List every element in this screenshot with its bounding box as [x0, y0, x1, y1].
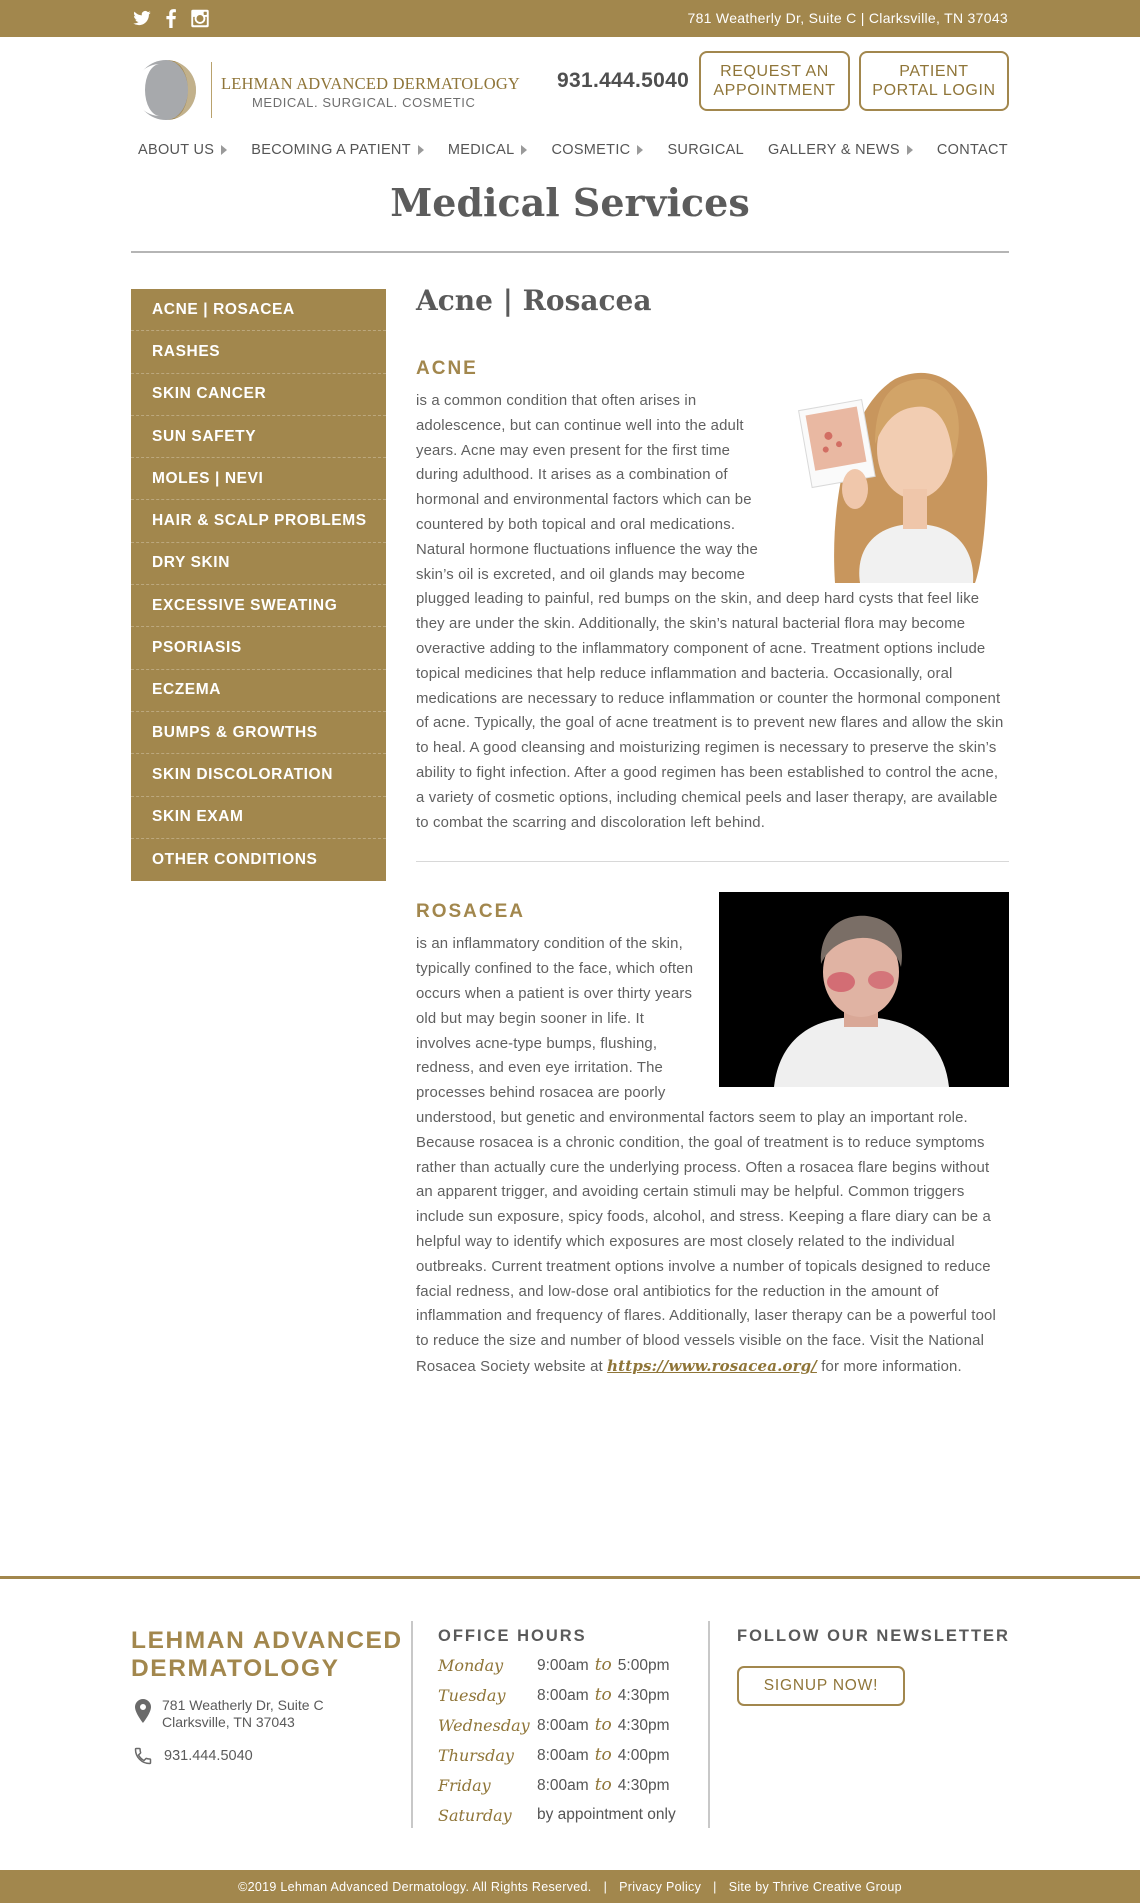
- sidebar-item-skin-cancer[interactable]: SKIN CANCER: [131, 374, 386, 416]
- hours-to: to: [594, 1745, 612, 1765]
- copyright-text: ©2019 Lehman Advanced Dermatology. All Rights Reserved.: [238, 1879, 592, 1894]
- newsletter-signup-button[interactable]: SIGNUP NOW!: [737, 1666, 905, 1706]
- hours-open: 8:00am: [537, 1717, 589, 1734]
- separator: |: [713, 1879, 717, 1894]
- caret-right-icon: [221, 145, 227, 155]
- sidebar-item-sun-safety[interactable]: SUN SAFETY: [131, 416, 386, 458]
- hours-close: 4:30pm: [617, 1777, 670, 1794]
- sidebar-item-rashes[interactable]: RASHES: [131, 331, 386, 373]
- hours-row: [438, 1680, 676, 1710]
- main-content: [416, 280, 1009, 1380]
- map-pin-icon: [134, 1699, 152, 1723]
- nav-cosmetic[interactable]: [551, 142, 643, 158]
- sidebar-item-skin-exam[interactable]: SKIN EXAM: [131, 797, 386, 839]
- instagram-icon[interactable]: [190, 9, 210, 28]
- footer-brand-line1: LEHMAN ADVANCED: [131, 1627, 403, 1654]
- nav-becoming-a-patient[interactable]: [251, 142, 424, 158]
- main-nav: [138, 142, 1008, 158]
- separator: |: [603, 1879, 608, 1894]
- hours-to: to: [594, 1775, 612, 1795]
- facebook-icon[interactable]: [165, 9, 177, 28]
- nav-label: COSMETIC: [551, 142, 631, 158]
- acne-text: is a common condition that often arises in adolescence, but can continue well into the adult years. Acne may even present for the first time during adulthood. It arises as a combination of hormonal and environmental factors which can be countered by both topical and oral medications. Natural hormone fluctuations influence the way the skin’s oil is excreted, and oil glands may become plugged leading to painful, red bumps on the skin, and deep hard cysts that feel like they are under the skin. Additionally, the skin’s natural bacterial flora may become overactive adding to the inflammatory component of acne. Treatment options include topical medicines that help reduce inflammation and bacteria. Occasionally, oral medications are necessary to reduce inflammation or counter the hormonal component of acne. Typically, the goal of acne treatment is to prevent new flares and allow the skin to heal. A good cleansing and moisturizing regimen is necessary to preserve the skin’s ability to fight infection. After a good regimen has been established to control the acne, a variety of cosmetic options, including chemical peels and laser therapy, are available to combat the scarring and discoloration left behind.: [416, 393, 1004, 831]
- nav-label: ABOUT US: [138, 142, 215, 158]
- rosacea-heading: ROSACEA: [416, 901, 526, 923]
- portal-label-line2: PORTAL LOGIN: [872, 82, 996, 99]
- sidebar-item-dry-skin[interactable]: DRY SKIN: [131, 543, 386, 585]
- rosacea-society-link[interactable]: https://www.rosacea.org/: [607, 1356, 817, 1375]
- hours-close: 5:00pm: [617, 1657, 670, 1674]
- hours-row: [438, 1710, 676, 1740]
- phone-icon: [133, 1746, 153, 1766]
- hours-row: [438, 1770, 676, 1800]
- rosacea-photo: [719, 892, 1009, 1087]
- footer-divider: [0, 1576, 1140, 1579]
- appointment-label-line2: APPOINTMENT: [713, 82, 836, 99]
- nav-label: MEDICAL: [447, 142, 515, 158]
- footer-phone-number: 931.444.5040: [164, 1748, 253, 1764]
- footer-address-line1: 781 Weatherly Dr, Suite C: [162, 1697, 324, 1713]
- footer-column-divider: [708, 1621, 710, 1828]
- hours-day: Saturday: [438, 1805, 512, 1825]
- sidebar-item-hair-scalp[interactable]: HAIR & SCALP PROBLEMS: [131, 500, 386, 542]
- nav-gallery-news[interactable]: [768, 142, 913, 158]
- site-logo[interactable]: [136, 58, 521, 122]
- acne-photo: [775, 349, 1009, 583]
- hours-close: 4:00pm: [617, 1747, 670, 1764]
- caret-right-icon: [907, 145, 913, 155]
- top-bar: [0, 0, 1140, 37]
- woman-holding-photo-image: [775, 349, 1009, 583]
- sidebar-item-acne-rosacea[interactable]: ACNE | ROSACEA: [131, 289, 386, 331]
- nav-label: CONTACT: [936, 142, 1008, 158]
- footer-brand: [131, 1627, 403, 1683]
- hours-day: Thursday: [438, 1745, 514, 1765]
- request-appointment-button[interactable]: [699, 51, 850, 111]
- sidebar-item-other-conditions[interactable]: OTHER CONDITIONS: [152, 851, 318, 868]
- services-sidebar: [131, 289, 386, 881]
- site-credit-link[interactable]: Site by Thrive Creative Group: [728, 1879, 902, 1894]
- rosacea-body: is an inflammatory condition of the skin, typically confined to the face, which often occurs when a patient is over thirty years old but may begin sooner in life. It involves acne-type bumps, flushing, redness, and even eye irritation. The processes behind rosacea are poorly understood, but genetic and environmental factors seem to play an important role. Because rosacea is a chronic condition, the goal of treatment is to reduce symptoms rather than actually cure the underlying process. Often a rosacea flare begins without an apparent trigger, and avoiding certain stimuli may be helpful. Common triggers include sun exposure, spicy foods, alcohol, and stress. Keeping a flare diary can be a helpful way to identify which exposures are most closely related to the individual outbreaks. Current treatment options involve a number of topicals designed to reduce facial redness, and low-dose oral antibiotics for the reduction in the amount of inflammation and frequency of flares. Additionally, laser therapy can be a powerful tool to reduce the size and number of blood vessels visible on the face. Visit the National Rosacea Society website at: [416, 936, 996, 1375]
- hours-row: [438, 1800, 676, 1830]
- nav-label: SURGICAL: [667, 142, 744, 158]
- logo-name: LEHMAN ADVANCED DERMATOLOGY: [221, 74, 521, 93]
- appointment-label-line1: REQUEST AN: [720, 63, 829, 80]
- nav-about-us[interactable]: [138, 142, 227, 158]
- hours-day: Wednesday: [438, 1715, 530, 1735]
- hours-to: to: [594, 1655, 612, 1675]
- nav-medical[interactable]: [448, 142, 528, 158]
- sidebar-item-moles-nevi[interactable]: MOLES | NEVI: [131, 458, 386, 500]
- sidebar-item-skin-discoloration[interactable]: SKIN DISCOLORATION: [131, 754, 386, 796]
- sidebar-item-psoriasis[interactable]: PSORIASIS: [131, 627, 386, 669]
- caret-right-icon: [521, 145, 527, 155]
- nav-label: BECOMING A PATIENT: [251, 142, 411, 158]
- office-hours-table: [438, 1650, 676, 1830]
- nav-label: GALLERY & NEWS: [768, 142, 900, 158]
- bottom-bar: [0, 1870, 1140, 1903]
- hours-note: by appointment only: [537, 1806, 676, 1823]
- hours-day: Friday: [438, 1775, 491, 1795]
- logo-mark-icon: [136, 58, 200, 122]
- logo-divider: [211, 62, 212, 118]
- hours-day: Monday: [438, 1655, 504, 1675]
- hours-open: 8:00am: [537, 1777, 589, 1794]
- nav-surgical[interactable]: [667, 142, 744, 158]
- hours-open: 9:00am: [537, 1657, 589, 1674]
- footer-address: [134, 1697, 324, 1731]
- footer-address-line2: Clarksville, TN 37043: [162, 1714, 295, 1730]
- acne-heading: ACNE: [416, 358, 478, 379]
- sidebar-item-excessive-sweating[interactable]: EXCESSIVE SWEATING: [131, 585, 386, 627]
- twitter-icon[interactable]: [132, 9, 152, 28]
- newsletter-heading: FOLLOW OUR NEWSLETTER: [737, 1627, 1010, 1645]
- hours-to: to: [594, 1715, 612, 1735]
- caret-right-icon: [637, 145, 643, 155]
- privacy-policy-link[interactable]: Privacy Policy: [619, 1879, 702, 1894]
- hours-row: [438, 1740, 676, 1770]
- hours-day: Tuesday: [438, 1685, 506, 1705]
- older-woman-portrait-image: [719, 892, 1009, 1087]
- section-divider: [416, 861, 1009, 862]
- office-hours-heading: OFFICE HOURS: [438, 1627, 587, 1645]
- page-title: Medical Services: [390, 180, 750, 225]
- hours-close: 4:30pm: [617, 1687, 670, 1704]
- footer-phone[interactable]: [133, 1746, 253, 1766]
- content-heading: Acne | Rosacea: [416, 284, 652, 317]
- portal-label-line1: PATIENT: [899, 63, 969, 80]
- hours-close: 4:30pm: [617, 1717, 670, 1734]
- social-links: [132, 9, 210, 28]
- header-phone[interactable]: 931.444.5040: [557, 69, 690, 92]
- footer-column-divider: [411, 1621, 413, 1828]
- hours-open: 8:00am: [537, 1747, 589, 1764]
- hours-row: [438, 1650, 676, 1680]
- sidebar-item-eczema[interactable]: ECZEMA: [131, 670, 386, 712]
- top-address: 781 Weatherly Dr, Suite C | Clarksville, TN 37043: [687, 10, 1008, 26]
- rosacea-after-link: for more information.: [816, 1358, 962, 1375]
- hours-to: to: [594, 1685, 612, 1705]
- patient-portal-login-button[interactable]: [859, 51, 1009, 111]
- footer-brand-line2: DERMATOLOGY: [131, 1655, 340, 1682]
- sidebar-item-bumps-growths[interactable]: BUMPS & GROWTHS: [131, 712, 386, 754]
- caret-right-icon: [418, 145, 424, 155]
- title-divider: [131, 251, 1009, 253]
- logo-tagline: MEDICAL. SURGICAL. COSMETIC: [252, 95, 476, 110]
- hours-open: 8:00am: [537, 1687, 589, 1704]
- nav-contact[interactable]: [937, 142, 1008, 158]
